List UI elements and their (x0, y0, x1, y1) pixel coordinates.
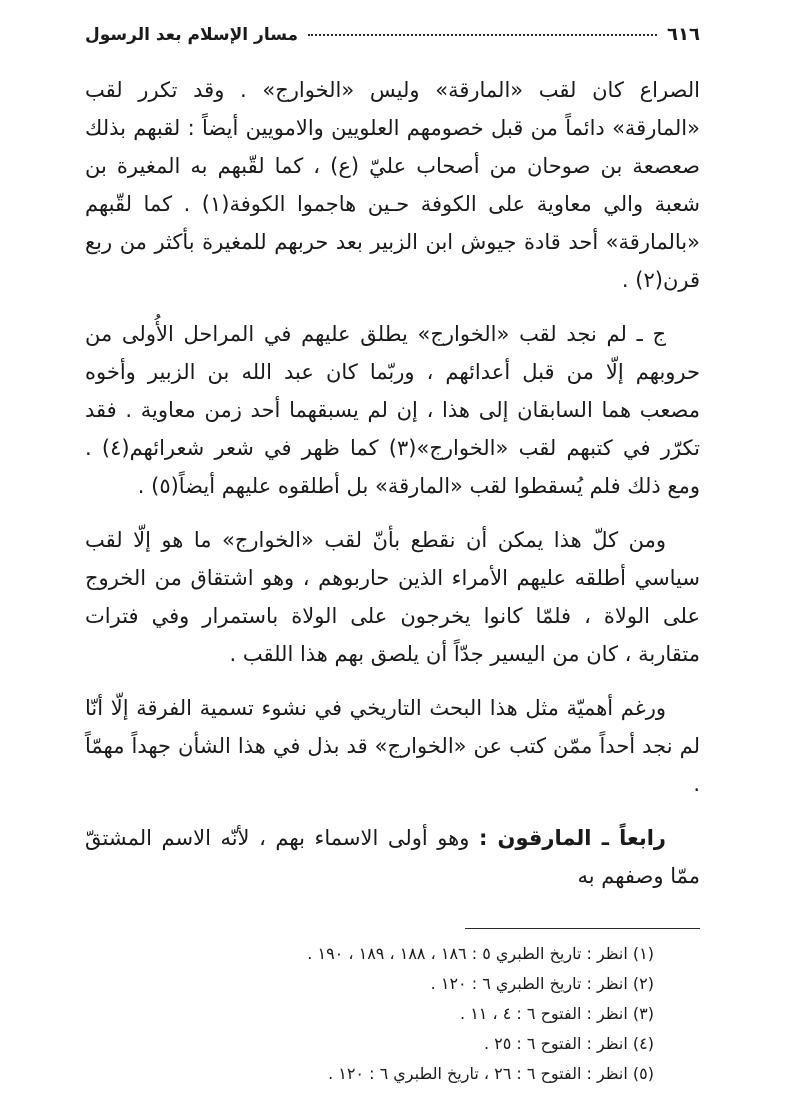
page-number: ٦١٦ (667, 24, 700, 45)
footnote-1: (١) انظر : تاريخ الطبري ٥ : ١٨٦ ، ١٨٨ ، ١٨٩ ، ١٩٠ . (307, 944, 654, 963)
footnote-separator-rule (465, 928, 700, 929)
running-head-title: مسار الإسلام بعد الرسول (85, 25, 299, 45)
body-text (85, 71, 700, 928)
dotted-leader (308, 34, 657, 36)
paragraph-5-text: وهو أولى الاسماء بهم ، لأنّه الاسم المشتقّ ممّا وصفهم به (85, 826, 700, 888)
paragraph-4: ورغم أهميّة مثل هذا البحث التاريخي في نشوء تسمية الفرقة إلّا أنّا لم نجد أحداً ممّن كتب عن «الخوارج» قد بذل في هذا الشأن جهداً مهمّاً . (85, 696, 700, 796)
footnote-3: (٣) انظر : الفتوح ٦ : ٤ ، ١١ . (460, 1004, 654, 1023)
footnote-2: (٢) انظر : تاريخ الطبري ٦ : ١٢٠ . (430, 974, 654, 993)
footnotes-section (85, 928, 700, 1089)
paragraph-5 (85, 819, 700, 895)
page-header (85, 24, 700, 45)
footnote-4: (٤) انظر : الفتوح ٦ : ٢٥ . (483, 1034, 654, 1053)
paragraph-5-lead: رابعاً ـ المارقون : (478, 826, 666, 850)
paragraph-3: ومن كلّ هذا يمكن أن نقطع بأنّ لقب «الخوارج» ما هو إلّا لقب سياسي أطلقه عليهم الأمراء الذين حاربوهم ، وهو اشتقاق من الخروج على الولاة ، فلمّا كانوا يخرجون على الولاة باستمرار وفي فترات متقاربة ، كان من اليسير جدّاً أن يلصق بهم هذا اللقب . (85, 528, 700, 666)
footnote-5: (٥) انظر : الفتوح ٦ : ٢٦ ، تاريخ الطبري ٦ : ١٢٠ . (328, 1064, 654, 1083)
paragraph-2: ج ـ لم نجد لقب «الخوارج» يطلق عليهم في المراحل الأُولى من حروبهم إلّا من قبل أعدائهم ، وربّما كان عبد الله بن الزبير وأخوه مصعب هما السابقان إلى هذا ، إن لم يسبقهما أحد زمن معاوية . فقد تكرّر في كتبهم لقب «الخوارج»(٣) كما ظهر في شعر شعرائهم(٤) . ومع ذلك فلم يُسقطوا لقب «المارقة» بل أطلقوه عليهم أيضاً(٥) . (85, 322, 700, 498)
paragraph-1: الصراع كان لقب «المارقة» وليس «الخوارج» . وقد تكرر لقب «المارقة» دائماً من قبل خصومهم العلويين والامويين أيضاً : لقبهم بذلك صعصعة بن صوحان من أصحاب عليّ (ع) ، كما لقّبهم به المغيرة بن شعبة والي معاوية على الكوفة حـين هاجموا الكوفة(١) . كما لقّبهم «بالمارقة» أحد قادة جيوش ابن الزبير بعد حربهم للمغيرة بأكثر من ربع قرن(٢) . (85, 78, 700, 292)
